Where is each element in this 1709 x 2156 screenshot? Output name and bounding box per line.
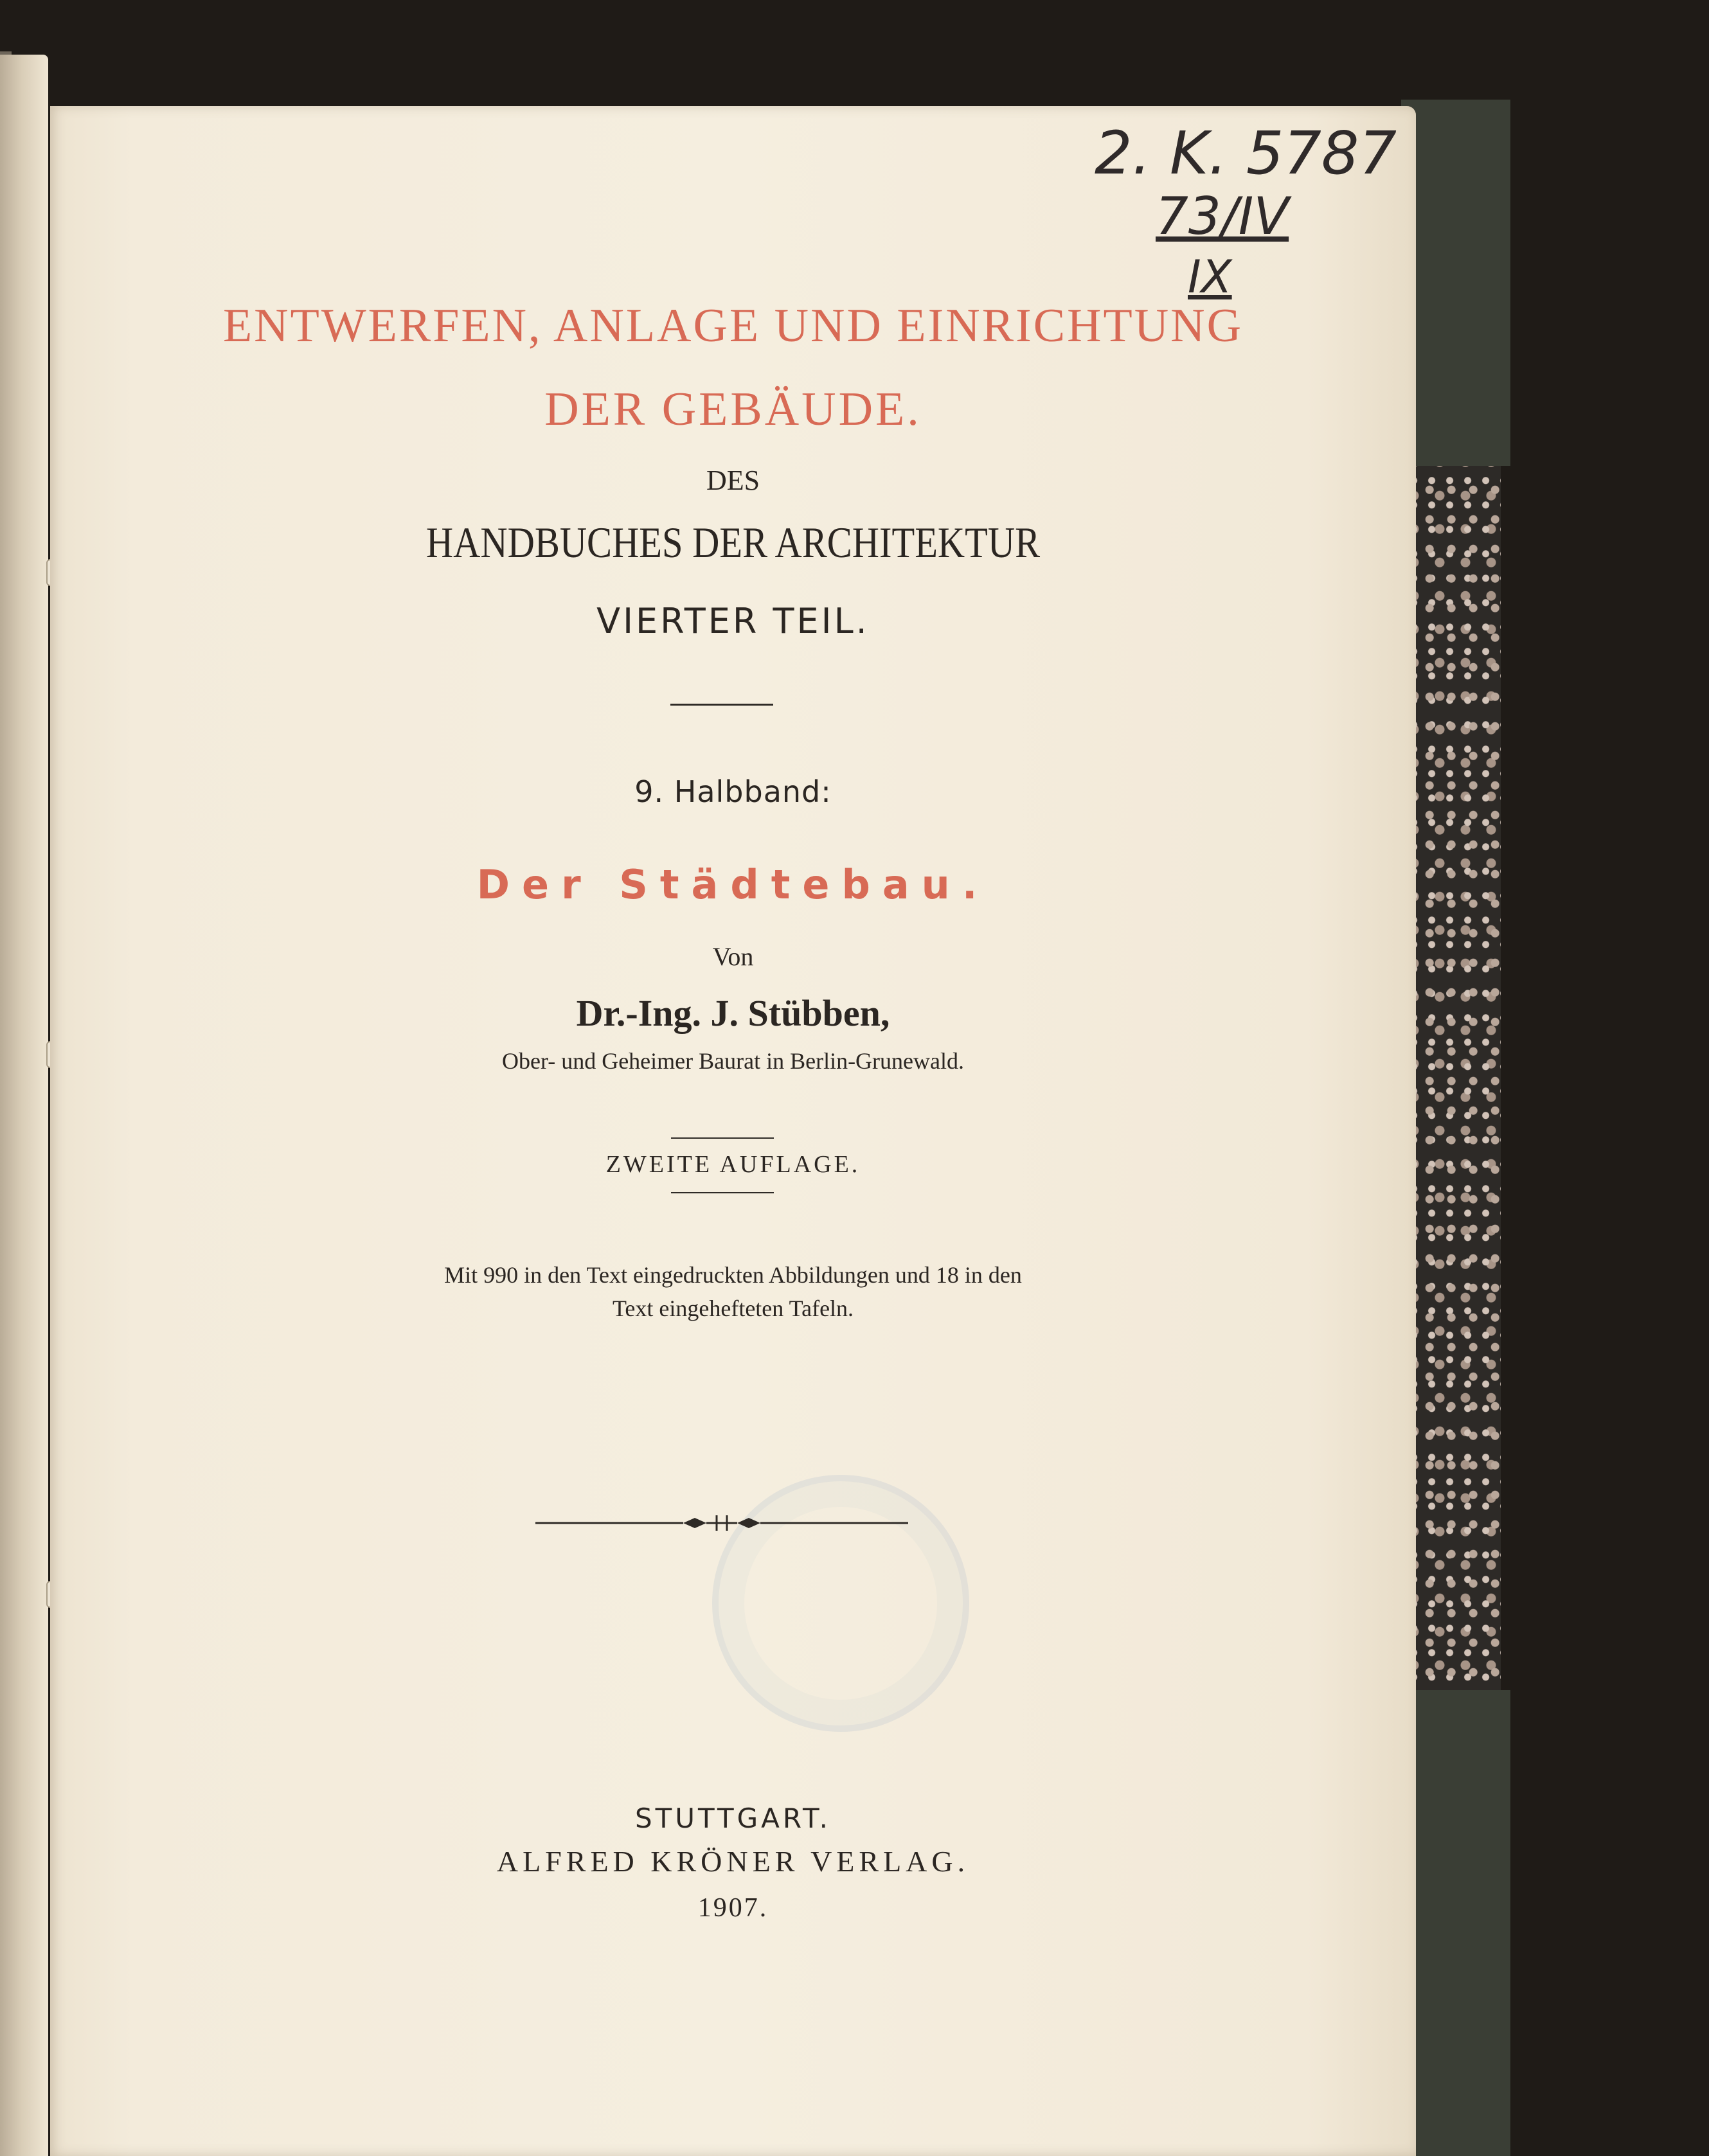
- part-label: VIERTER TEIL.: [596, 601, 870, 641]
- title-page: [50, 106, 1416, 2156]
- volume-title: Der Städtebau.: [476, 861, 990, 908]
- shelfmark-handwritten: 2. K. 5787: [1095, 119, 1397, 188]
- author-title: Ober- und Geheimer Baurat in Berlin-Grunewald.: [501, 1048, 965, 1074]
- author-name: Dr.-Ing. J. Stübben,: [576, 992, 890, 1034]
- shelfmark-handwritten: IX: [1188, 251, 1232, 303]
- divider-rule: [671, 1192, 774, 1193]
- imprint-publisher: ALFRED KRÖNER VERLAG.: [496, 1845, 970, 1878]
- divider-rule: [671, 1137, 774, 1139]
- illustrations-note: Mit 990 in den Text eingedruckten Abbildungen und 18 in den: [444, 1262, 1022, 1288]
- half-volume-label: 9. Halbband:: [634, 774, 832, 809]
- edition-label: ZWEITE AUFLAGE.: [605, 1151, 861, 1178]
- imprint-city: STUTTGART.: [634, 1803, 832, 1834]
- series-des: DES: [706, 465, 760, 496]
- series-title: DER GEBÄUDE.: [544, 383, 922, 436]
- imprint-year: 1907.: [697, 1893, 769, 1923]
- shelfmark-handwritten: 73/IV: [1156, 186, 1289, 246]
- author-by: Von: [712, 942, 754, 971]
- handbook-title: HANDBUCHES DER ARCHITEKTUR: [425, 518, 1041, 567]
- illustrations-note: Text eingehefteten Tafeln.: [612, 1296, 854, 1321]
- divider-rule: [670, 704, 773, 706]
- left-page-edge: [0, 55, 48, 2156]
- cover-cloth-corner: [1401, 100, 1510, 466]
- ornamental-rule: [535, 1510, 908, 1536]
- series-title: ENTWERFEN, ANLAGE UND EINRICHTUNG: [222, 299, 1244, 352]
- cover-cloth-corner: [1401, 1690, 1510, 2156]
